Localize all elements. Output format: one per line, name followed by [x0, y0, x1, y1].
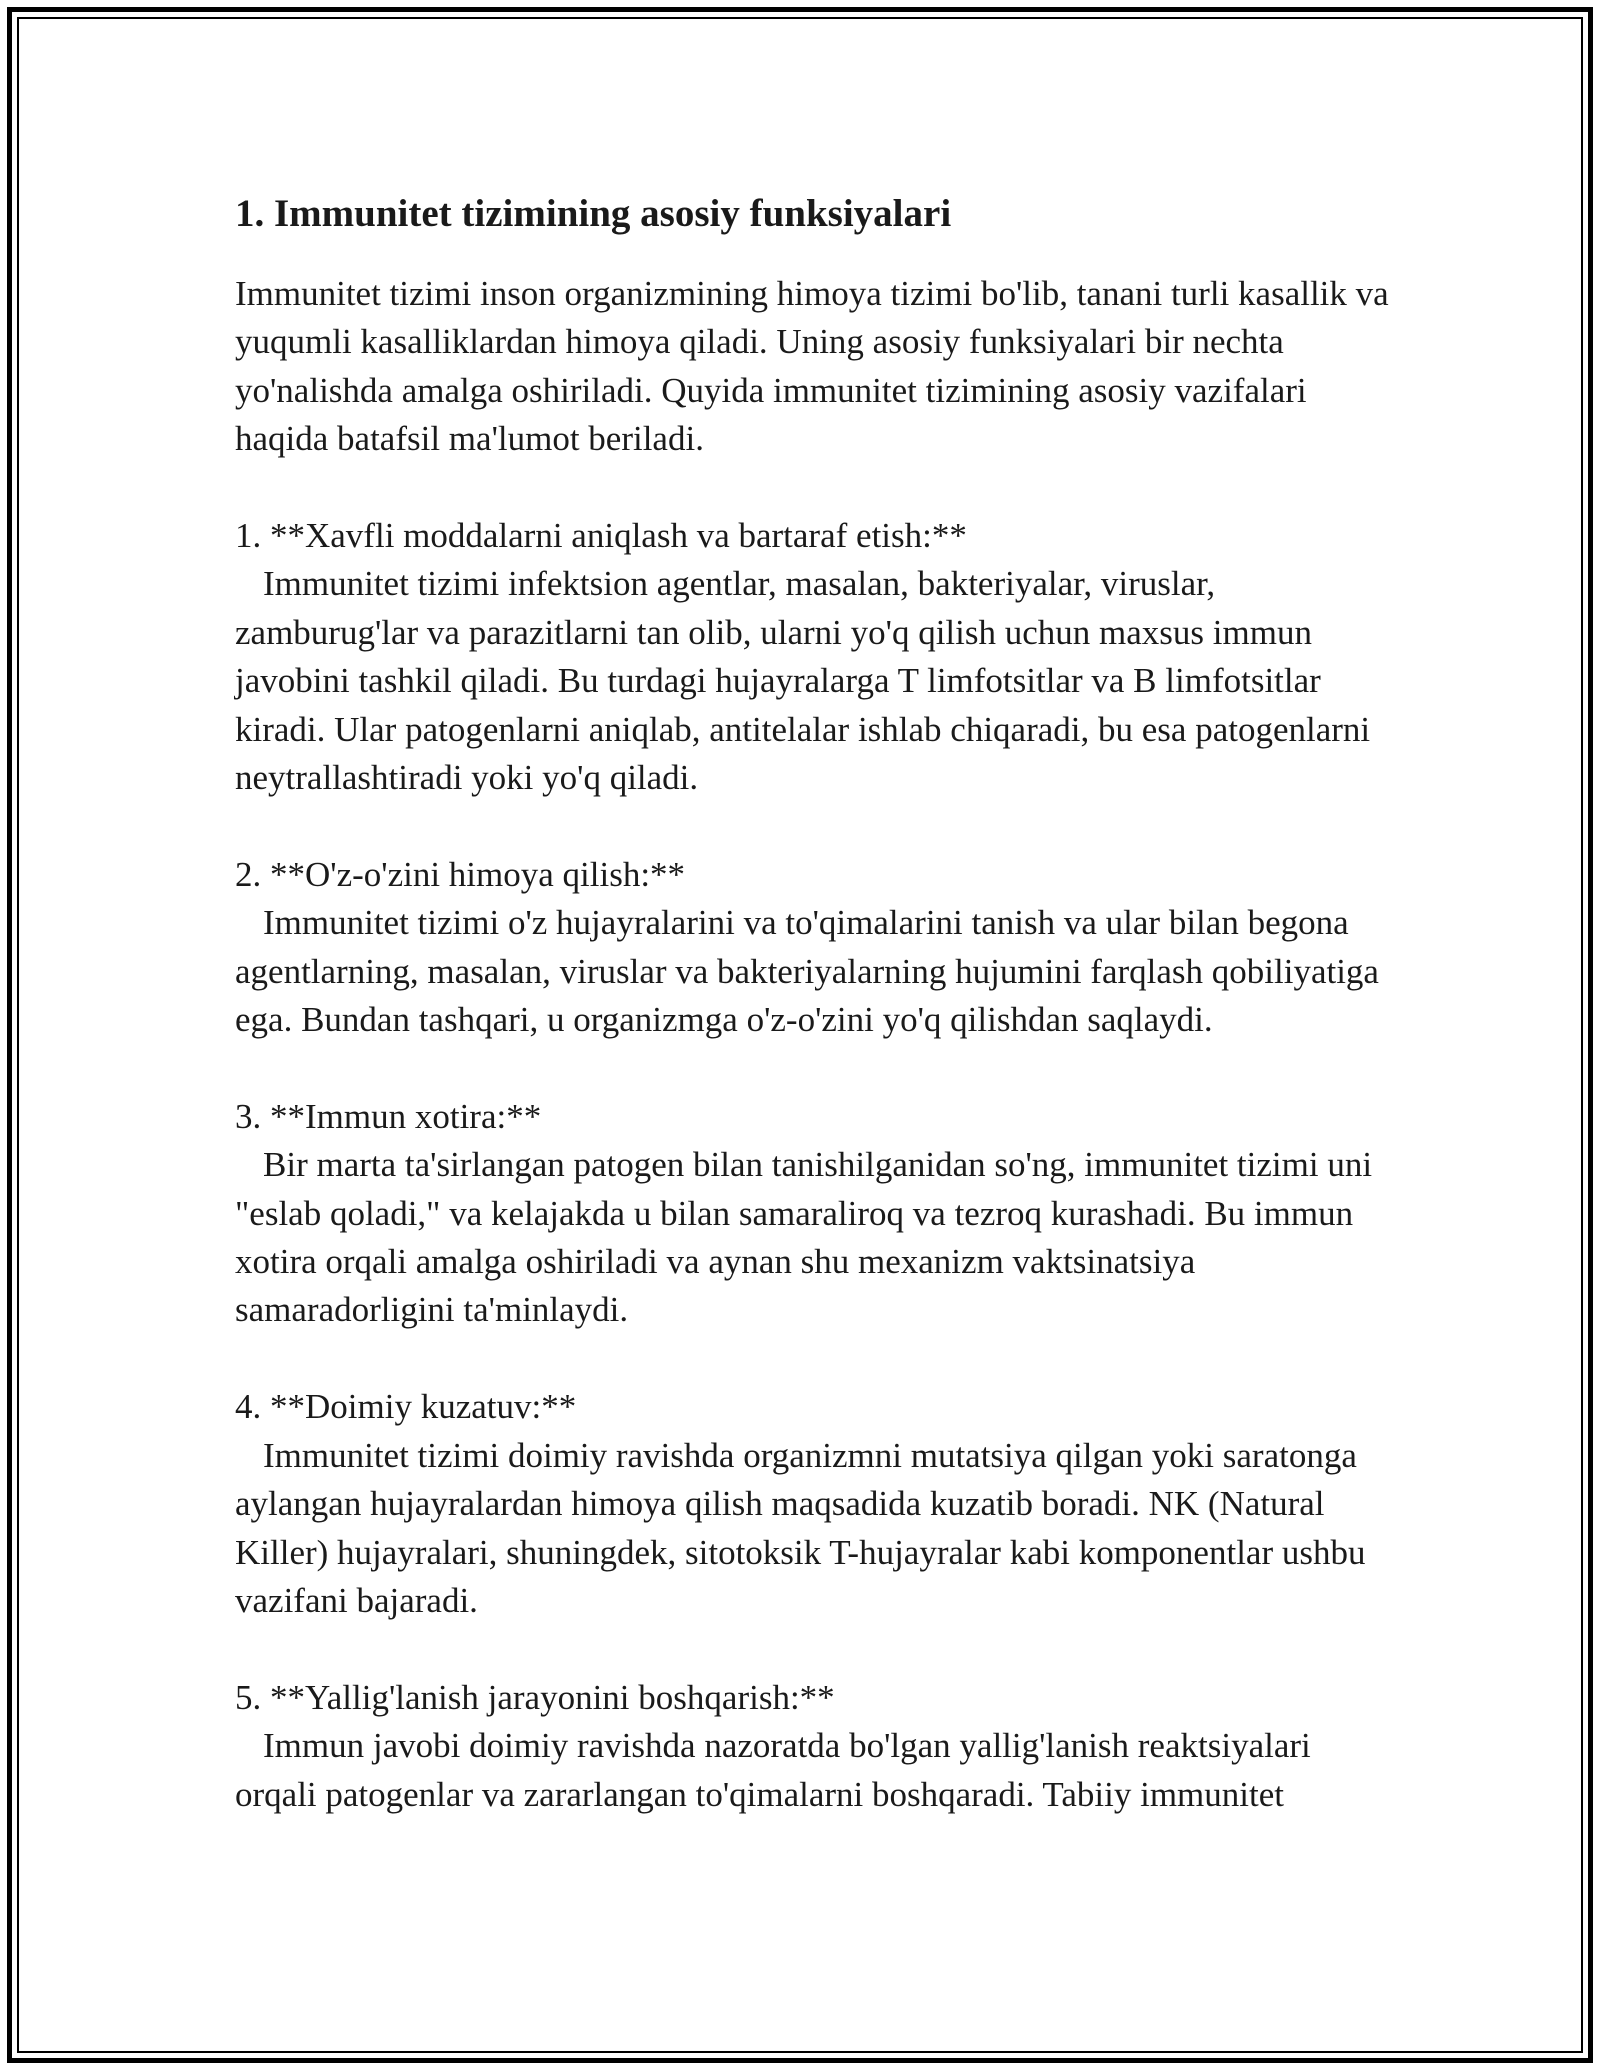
section-heading: 2. **O'z-o'zini himoya qilish:** [235, 854, 686, 894]
section-1 [235, 512, 1395, 802]
section-2 [235, 851, 1395, 1045]
section-paragraph: Immunitet tizimi infektsion agentlar, masalan, bakteriyalar, viruslar, zamburug'lar va parazitlarni tan olib, ularni yo'q qilish uchun maxsus immun javobini tashkil qiladi. Bu turdagi hujayralarga T limfotsitlar va B limfotsitlar kiradi. Ular patogenlarni aniqlab, antitelalar ishlab chiqaradi, bu esa patogenlarni neytrallashtiradi yoki yo'q qiladi. [235, 564, 1371, 798]
section-5 [235, 1674, 1395, 1819]
section-heading: 5. **Yallig'lanish jarayonini boshqarish:** [235, 1677, 835, 1717]
document-title: 1. Immunitet tizimining asosiy funksiyalari [235, 192, 952, 235]
section-heading: 4. **Doimiy kuzatuv:** [235, 1387, 577, 1427]
document-body [235, 186, 1395, 1819]
section-heading: 3. **Immun xotira:** [235, 1096, 542, 1136]
section-4 [235, 1383, 1395, 1625]
section-paragraph: Immunitet tizimi o'z hujayralarini va to'qimalarini tanish va ular bilan begona agentlarning, masalan, viruslar va bakteriyalarning hujumini farqlash qobiliyatiga ega. Bundan tashqari, u organizmga o'z-o'zini yo'q qilishdan saqlaydi. [235, 903, 1379, 1040]
section-paragraph: Immunitet tizimi doimiy ravishda organizmni mutatsiya qilgan yoki saratonga aylangan hujayralardan himoya qilish maqsadida kuzatib boradi. NK (Natural Killer) hujayralari, shuningdek, sitotoksik T-hujayralar kabi komponentlar ushbu vazifani bajaradi. [235, 1435, 1366, 1620]
section-paragraph: Bir marta ta'sirlangan patogen bilan tanishilganidan so'ng, immunitet tizimi uni "eslab qoladi," va kelajakda u bilan samaraliroq va tezroq kurashadi. Bu immun xotira orqali amalga oshiriladi va aynan shu mexanizm vaktsinatsiya samaradorligini ta'minlaydi. [235, 1145, 1373, 1330]
intro-paragraph: Immunitet tizimi inson organizmining himoya tizimi bo'lib, tanani turli kasallik va yuqumli kasalliklardan himoya qiladi. Uning asosiy funksiyalari bir nechta yo'nalishda amalga oshiriladi. Quyida immunitet tizimining asosiy vazifalari haqida batafsil ma'lumot beriladi. [235, 274, 1389, 459]
section-heading: 1. **Xavfli moddalarni aniqlash va bartaraf etish:** [235, 516, 967, 556]
section-paragraph: Immun javobi doimiy ravishda nazoratda bo'lgan yallig'lanish reaktsiyalari orqali patogenlar va zararlangan to'qimalarni boshqaradi. Tabiiy immunitet [235, 1726, 1311, 1814]
section-3 [235, 1093, 1395, 1335]
